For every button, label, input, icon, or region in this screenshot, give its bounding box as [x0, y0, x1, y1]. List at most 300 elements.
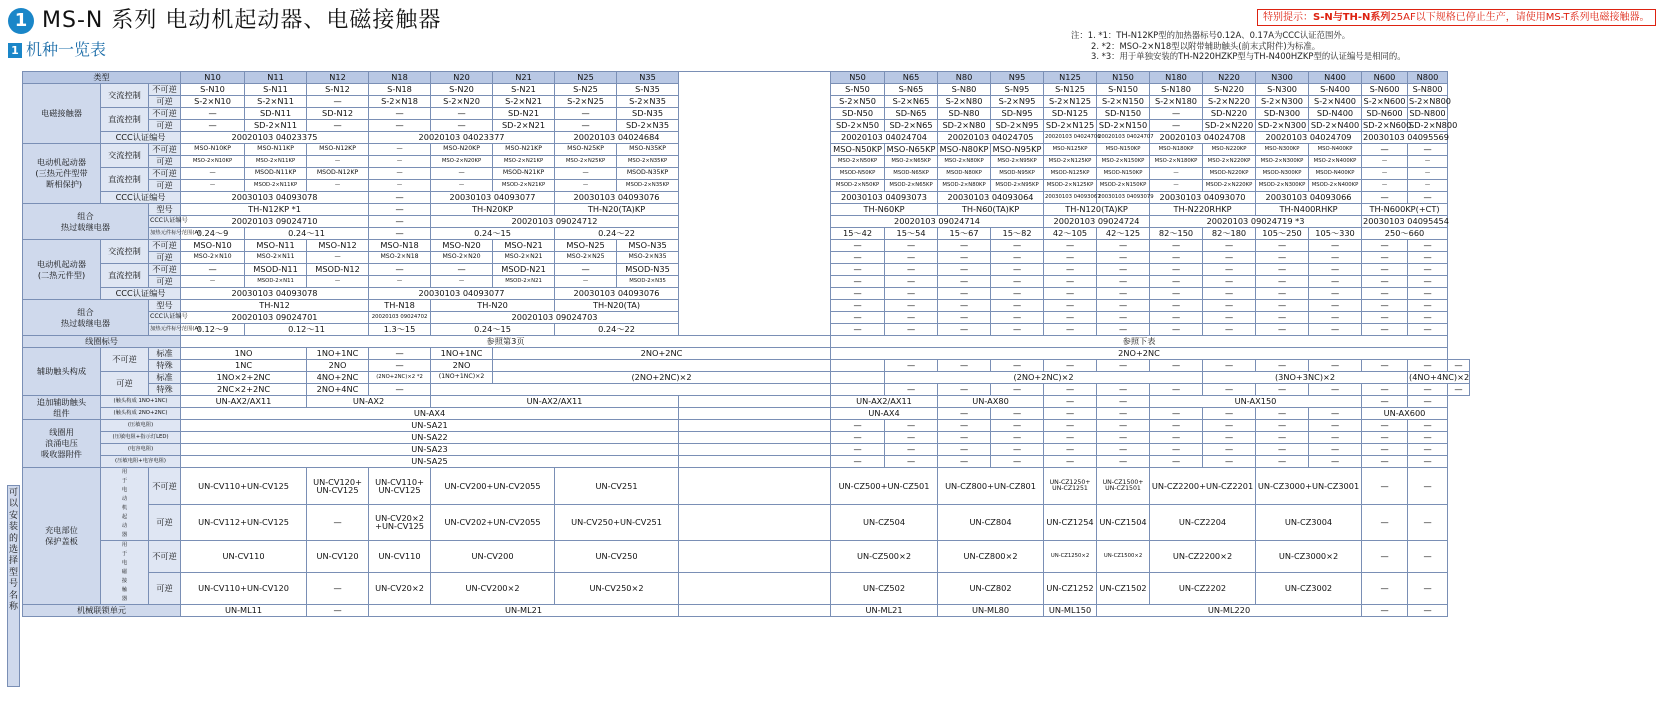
- table-cell: 20020103 09024714: [831, 216, 1044, 228]
- discontinued-notice: [1257, 9, 1656, 26]
- gap-cell: [831, 372, 885, 384]
- table-cell: —: [555, 276, 617, 288]
- table-cell: —: [1150, 276, 1203, 288]
- table-cell: —: [307, 605, 369, 617]
- table-cell: MSO-2×N35KP: [617, 156, 679, 168]
- model-cell: S-N220: [1203, 84, 1256, 96]
- table-cell: UN-CV120+ UN-CV125: [307, 468, 369, 505]
- model-cell: SD-N95: [991, 108, 1044, 120]
- table-cell: 82～150: [1150, 228, 1203, 240]
- model-header: N10: [181, 72, 245, 84]
- table-row: [23, 384, 1470, 396]
- table-cell: UN-CV110+ UN-CV125: [369, 468, 431, 505]
- table-cell: MSO-N18: [369, 240, 431, 252]
- model-cell: S-2×N400: [1309, 96, 1362, 108]
- table-cell: —: [1044, 456, 1097, 468]
- table-cell: 可逆: [149, 156, 181, 168]
- table-cell: —: [1309, 264, 1362, 276]
- table-cell: —: [1256, 360, 1309, 372]
- model-header: N150: [1097, 72, 1150, 84]
- model-cell: S-N600: [1362, 84, 1408, 96]
- table-cell: —: [369, 264, 431, 276]
- table-cell: —: [1044, 324, 1097, 336]
- table-cell: —: [1309, 408, 1362, 420]
- table-cell: —: [1097, 264, 1150, 276]
- table-cell: —: [307, 252, 369, 264]
- table-cell: MSOD-N12: [307, 264, 369, 276]
- table-cell: MSOD-N35: [617, 264, 679, 276]
- table-cell: MSO-N80KP: [938, 144, 991, 156]
- model-header: N18: [369, 72, 431, 84]
- table-row: [23, 420, 1470, 432]
- table-cell: —: [1362, 360, 1408, 372]
- model-cell: SD-2×N65: [885, 120, 938, 132]
- table-cell: MSOD-2×N11KP: [245, 180, 307, 192]
- model-cell: S-N400: [1309, 84, 1362, 96]
- model-header: N21: [493, 72, 555, 84]
- table-cell: —: [1362, 144, 1408, 156]
- table-cell: —: [1408, 276, 1448, 288]
- table-cell: —: [938, 444, 991, 456]
- table-row: [23, 372, 1470, 384]
- table-cell: —: [1150, 180, 1203, 192]
- table-cell: —: [1408, 192, 1448, 204]
- table-cell: —: [885, 384, 938, 396]
- subsection-title: 机种一览表: [26, 40, 107, 59]
- model-cell: SD-2×N800: [1409, 120, 1458, 131]
- table-cell: 可逆: [149, 276, 181, 288]
- table-cell: (2NO+2NC)×2: [493, 372, 831, 384]
- table-cell: —: [1362, 252, 1408, 264]
- table-cell: CCC认证编号: [101, 132, 181, 144]
- table-cell: —: [1362, 156, 1408, 168]
- model-cell: S-2×N300: [1256, 96, 1309, 108]
- table-cell: —: [1256, 252, 1309, 264]
- table-cell: 2NC×2+2NC: [181, 384, 307, 396]
- model-cell: S-2×N600: [1362, 96, 1408, 108]
- page-header: [0, 0, 1650, 72]
- notice-prefix: 特别提示：: [1263, 12, 1313, 23]
- model-cell: S-N20: [431, 84, 493, 96]
- model-header: N35: [617, 72, 679, 84]
- table-cell: UN-CV250: [555, 541, 679, 573]
- table-cell: UN-AX2/AX11: [831, 396, 938, 408]
- table-cell: —: [991, 288, 1044, 300]
- model-cell: S-N35: [617, 84, 679, 96]
- table-cell: —: [1362, 605, 1408, 617]
- table-cell: 标准: [149, 372, 181, 384]
- table-cell: —: [831, 324, 885, 336]
- table-cell: 可逆: [149, 96, 181, 108]
- table-cell: TH-N20: [431, 300, 555, 312]
- model-cell: —: [1150, 108, 1203, 120]
- table-cell: UN-AX2/AX11: [431, 396, 679, 408]
- table-cell: MSO-N12KP: [307, 144, 369, 156]
- table-cell: 不可逆: [149, 240, 181, 252]
- table-cell: 20030103 04093078: [181, 288, 369, 300]
- table-cell: MSO-2×N95KP: [991, 156, 1044, 168]
- table-cell: UN-CV200: [431, 541, 555, 573]
- table-cell: MSOD-N11KP: [245, 168, 307, 180]
- model-cell: S-N10: [181, 84, 245, 96]
- table-cell: —: [1362, 192, 1408, 204]
- table-cell: —: [1256, 384, 1309, 396]
- table-cell: UN-CZ1502: [1097, 573, 1150, 605]
- table-cell: 不可逆: [101, 348, 149, 372]
- table-cell: 直流控制: [101, 168, 149, 192]
- table-row: [23, 336, 1470, 348]
- table-cell: —: [1408, 432, 1448, 444]
- model-cell: S-2×N150: [1097, 96, 1150, 108]
- model-header: N800: [1408, 72, 1448, 84]
- table-cell: —: [369, 156, 431, 168]
- table-cell: 组合 热过载继电器: [23, 300, 149, 336]
- row-label: 电动机起动器 (二热元件型): [23, 240, 101, 300]
- table-cell: —: [1408, 456, 1448, 468]
- table-cell: TH-N120(TA)KP: [1044, 204, 1150, 216]
- table-cell: MSO-N50KP: [831, 144, 885, 156]
- model-cell: —: [181, 108, 245, 120]
- gap-cell: [831, 384, 885, 396]
- table-cell: —: [938, 264, 991, 276]
- model-cell: SD-2×N600: [1363, 120, 1412, 131]
- model-cell: SD-N11: [245, 108, 307, 120]
- table-cell: TH-N60(TA)KP: [938, 204, 1044, 216]
- table-cell: —: [1408, 396, 1448, 408]
- table-cell: —: [307, 156, 369, 168]
- table-row: [23, 504, 1470, 541]
- table-cell: 20020103 04024708: [1150, 132, 1256, 144]
- table-cell: 2NO: [431, 360, 493, 372]
- table-cell: —: [831, 420, 885, 432]
- table-cell: 交流控制: [101, 84, 149, 108]
- table-cell: MSOD-2×N95KP: [991, 180, 1044, 192]
- table-cell: UN-CZ500+UN-CZ501: [831, 468, 938, 505]
- table-cell: —: [1309, 360, 1362, 372]
- table-cell: UN-CV20×2: [369, 573, 431, 605]
- table-cell: 20030103 04093073: [831, 192, 938, 204]
- table-cell: —: [1097, 252, 1150, 264]
- table-cell: —: [1097, 288, 1150, 300]
- table-cell: 1NO×2+2NC: [181, 372, 307, 384]
- model-cell: S-2×N80: [938, 96, 991, 108]
- table-cell: —: [991, 300, 1044, 312]
- model-cell: SD-2×N11: [245, 120, 307, 132]
- table-cell: —: [1362, 444, 1408, 456]
- table-cell: 20020103 04024707: [1097, 132, 1150, 144]
- table-cell: —: [1097, 432, 1150, 444]
- table-cell: —: [885, 252, 938, 264]
- gap-cell: [679, 456, 831, 468]
- table-cell: CCC认证编号: [101, 288, 181, 300]
- model-cell: SD-2×N220: [1203, 120, 1256, 132]
- table-cell: 20020103 09024701: [181, 312, 369, 324]
- row-label: 辅助触头构成: [23, 348, 101, 396]
- table-cell: MSO-N20: [431, 240, 493, 252]
- table-cell: 20030103 04093077: [431, 192, 555, 204]
- type-header: 类型: [23, 72, 181, 84]
- table-cell: MSO-2×N80KP: [938, 156, 991, 168]
- table-cell: —: [885, 288, 938, 300]
- table-cell: 0.24～15: [431, 228, 555, 240]
- table-cell: MSOD-N21KP: [493, 168, 555, 180]
- table-cell: UN-CZ1500+ UN-CZ1501: [1097, 468, 1150, 505]
- table-row: [23, 468, 1470, 505]
- table-cell: —: [1097, 408, 1150, 420]
- table-cell: —: [991, 384, 1044, 396]
- table-cell: 0.12～11: [245, 324, 369, 336]
- table-cell: UN-SA22: [181, 432, 679, 444]
- table-cell: —: [1150, 420, 1203, 432]
- table-cell: —: [1309, 420, 1362, 432]
- model-cell: S-N11: [245, 84, 307, 96]
- table-row: [23, 605, 1470, 617]
- table-cell: UN-CZ1504: [1097, 504, 1150, 541]
- table-cell: UN-CV250×2: [555, 573, 679, 605]
- table-cell: UN-CZ3004: [1256, 504, 1362, 541]
- table-cell: MSO-N35KP: [617, 144, 679, 156]
- table-cell: —: [1408, 312, 1448, 324]
- table-cell: —: [1408, 180, 1448, 192]
- table-cell: 15～42: [831, 228, 885, 240]
- model-cell: S-2×N35: [617, 96, 679, 108]
- table-cell: UN-CV202+UN-CV2055: [431, 504, 555, 541]
- table-cell: UN-CV200×2: [431, 573, 555, 605]
- table-cell: —: [1256, 264, 1309, 276]
- table-cell: —: [1408, 300, 1448, 312]
- table-cell: 0.12～9: [181, 324, 245, 336]
- model-cell: SD-N800: [1409, 108, 1446, 119]
- table-cell: 型号: [149, 204, 181, 216]
- table-cell: —: [1408, 573, 1448, 605]
- table-cell: CCC认证编号: [101, 192, 181, 204]
- table-cell: UN-CZ3000×2: [1256, 541, 1362, 573]
- table-cell: —: [1203, 384, 1256, 396]
- table-cell: —: [885, 324, 938, 336]
- table-cell: 充电部位 保护盖板: [23, 468, 101, 605]
- table-cell: UN-AX2/AX11: [181, 396, 307, 408]
- table-cell: MSO-2×N125KP: [1044, 156, 1097, 168]
- table-cell: 20030103 04095454: [1363, 216, 1449, 227]
- table-cell: [431, 384, 831, 396]
- table-cell: —: [831, 252, 885, 264]
- table-cell: —: [1256, 444, 1309, 456]
- model-cell: —: [555, 108, 617, 120]
- table-cell: 参照第3页: [181, 336, 831, 348]
- table-cell: —: [1150, 300, 1203, 312]
- gap-cell: [679, 420, 831, 432]
- table-cell: MSO-2×N20: [431, 252, 493, 264]
- table-cell: —: [369, 384, 431, 396]
- table-cell: 1NO+1NC: [307, 348, 369, 360]
- table-cell: UN-ML220: [1097, 605, 1362, 617]
- table-cell: UN-AX2: [307, 396, 431, 408]
- table-cell: —: [938, 456, 991, 468]
- table-row: [23, 432, 1470, 444]
- model-cell: SD-N65: [885, 108, 938, 120]
- table-row: [23, 408, 1470, 420]
- table-cell: UN-SA23: [181, 444, 679, 456]
- model-cell: SD-N12: [307, 108, 369, 120]
- table-cell: —: [369, 216, 431, 228]
- gap-cell: [679, 605, 831, 617]
- table-cell: —: [1044, 312, 1097, 324]
- model-cell: S-2×N95: [991, 96, 1044, 108]
- table-row: [23, 444, 1470, 456]
- model-cell: S-2×N800: [1409, 96, 1452, 107]
- model-cell: S-2×N65: [885, 96, 938, 108]
- table-cell: —: [1044, 300, 1097, 312]
- table-cell: —: [991, 360, 1044, 372]
- table-cell: MSO-N35: [617, 240, 679, 252]
- model-cell: —: [181, 120, 245, 132]
- model-cell: S-2×N20: [431, 96, 493, 108]
- row-label: 机械联锁单元: [23, 605, 181, 617]
- table-cell: 标准: [149, 348, 181, 360]
- table-cell: —: [369, 228, 431, 240]
- model-cell: —: [307, 120, 369, 132]
- table-cell: —: [885, 264, 938, 276]
- table-cell: 2NO+4NC: [307, 384, 369, 396]
- table-cell: —: [1448, 384, 1470, 396]
- table-cell: —: [1408, 324, 1448, 336]
- table-cell: 20030103 04093070: [1150, 192, 1256, 204]
- table-cell: UN-CV110+UN-CV120: [181, 573, 307, 605]
- table-cell: 0.24～11: [245, 228, 369, 240]
- table-cell: 20030103 04093076: [555, 192, 679, 204]
- table-cell: MSO-2×N10: [181, 252, 245, 264]
- table-cell: (压敏电阻): [101, 420, 181, 432]
- gap-cell: [679, 573, 831, 605]
- table-cell: —: [431, 168, 493, 180]
- table-cell: MSO-2×N11: [245, 252, 307, 264]
- table-cell: —: [1150, 384, 1203, 396]
- table-cell: —: [369, 180, 431, 192]
- table-cell: —: [991, 420, 1044, 432]
- table-cell: —: [1309, 384, 1362, 396]
- table-cell: —: [991, 264, 1044, 276]
- table-cell: 20030103 04093076: [555, 288, 679, 300]
- table-cell: 15～82: [991, 228, 1044, 240]
- table-cell: MSOD-2×N21: [493, 276, 555, 288]
- subsection-number: 1: [8, 43, 22, 58]
- model-cell: S-2×N220: [1203, 96, 1256, 108]
- model-cell: SD-2×N125: [1044, 120, 1097, 132]
- table-cell: MSO-2×N65KP: [885, 156, 938, 168]
- model-cell: S-N180: [1150, 84, 1203, 96]
- gap-cell: [679, 72, 831, 336]
- table-cell: —: [938, 360, 991, 372]
- gap-cell: [679, 504, 831, 541]
- table-cell: —: [1150, 408, 1203, 420]
- table-cell: —: [938, 408, 991, 420]
- table-cell: MSOD-N12KP: [307, 168, 369, 180]
- table-cell: —: [1203, 264, 1256, 276]
- table-cell: 20030103 04095569: [1363, 132, 1449, 143]
- table-cell: 不可逆: [149, 541, 181, 573]
- model-cell: S-2×N25: [555, 96, 617, 108]
- table-cell: UN-CZ2200×2: [1150, 541, 1256, 573]
- table-cell: —: [1309, 300, 1362, 312]
- table-cell: UN-ML21: [831, 605, 938, 617]
- table-cell: —: [1362, 264, 1408, 276]
- table-cell: 线圈用 浪涌电压 吸收器附件: [23, 420, 101, 468]
- table-cell: 特殊: [149, 384, 181, 396]
- table-cell: —: [938, 252, 991, 264]
- table-cell: UN-CV110: [369, 541, 431, 573]
- table-cell: [493, 360, 831, 372]
- table-cell: MSOD-N400KP: [1309, 168, 1362, 180]
- table-cell: UN-CZ504: [831, 504, 938, 541]
- table-cell: TH-N600KP(+CT): [1362, 204, 1448, 216]
- model-cell: —: [1150, 120, 1203, 132]
- table-cell: MSO-N11KP: [245, 144, 307, 156]
- table-cell: —: [1362, 312, 1408, 324]
- table-cell: MSO-2×N20KP: [431, 156, 493, 168]
- table-cell: —: [1408, 384, 1448, 396]
- table-cell: —: [1203, 420, 1256, 432]
- table-cell: 可逆: [149, 252, 181, 264]
- table-cell: UN-CZ1500×2: [1097, 541, 1150, 573]
- table-cell: MSOD-N50KP: [831, 168, 885, 180]
- model-header: N20: [431, 72, 493, 84]
- table-cell: (压敏电阻+电容电阻): [101, 456, 181, 468]
- table-cell: —: [1097, 360, 1150, 372]
- table-body: [23, 72, 1470, 617]
- table-cell: —: [991, 444, 1044, 456]
- table-cell: —: [1362, 168, 1408, 180]
- model-cell: SD-2×N300: [1256, 120, 1309, 132]
- table-cell: —: [1408, 360, 1448, 372]
- row-label: 电动机起动器 (三热元件型带 断相保护): [23, 144, 101, 204]
- model-cell: S-N21: [493, 84, 555, 96]
- table-cell: MSOD-N35KP: [617, 168, 679, 180]
- table-cell: UN-ML11: [181, 605, 307, 617]
- table-cell: MSOD-2×N21KP: [493, 180, 555, 192]
- table-cell: MSO-N95KP: [991, 144, 1044, 156]
- table-cell: MSO-N21: [493, 240, 555, 252]
- table-cell: 1.3～15: [369, 324, 431, 336]
- model-cell: S-N18: [369, 84, 431, 96]
- table-cell: —: [1309, 432, 1362, 444]
- table-cell: UN-CV110+UN-CV125: [181, 468, 307, 505]
- table-cell: —: [369, 360, 431, 372]
- table-cell: UN-CV250+UN-CV251: [555, 504, 679, 541]
- table-cell: MSOD-N11: [245, 264, 307, 276]
- table-cell: 105～250: [1256, 228, 1309, 240]
- table-cell: 20020103 09024719 *3: [1150, 216, 1362, 228]
- table-cell: (压敏电阻+指示灯LED): [101, 432, 181, 444]
- model-cell: SD-N35: [617, 108, 679, 120]
- table-row: [23, 348, 1470, 360]
- table-cell: —: [1203, 288, 1256, 300]
- model-cell: SD-N50: [831, 108, 885, 120]
- table-cell: —: [1448, 360, 1470, 372]
- table-cell: MSO-N220KP: [1203, 144, 1256, 156]
- table-cell: —: [938, 432, 991, 444]
- table-cell: (1NO+1NC)×2: [431, 372, 493, 384]
- table-cell: UN-CV112+UN-CV125: [181, 504, 307, 541]
- table-cell: —: [1203, 324, 1256, 336]
- section-number: 1: [8, 8, 34, 34]
- table-cell: (4NO+4NC)×2: [1409, 372, 1470, 383]
- model-header: N11: [245, 72, 307, 84]
- table-cell: MSO-N400KP: [1309, 144, 1362, 156]
- table-cell: —: [831, 432, 885, 444]
- table-cell: 1NO+1NC: [431, 348, 493, 360]
- table-cell: —: [1309, 456, 1362, 468]
- table-cell: —: [1408, 504, 1448, 541]
